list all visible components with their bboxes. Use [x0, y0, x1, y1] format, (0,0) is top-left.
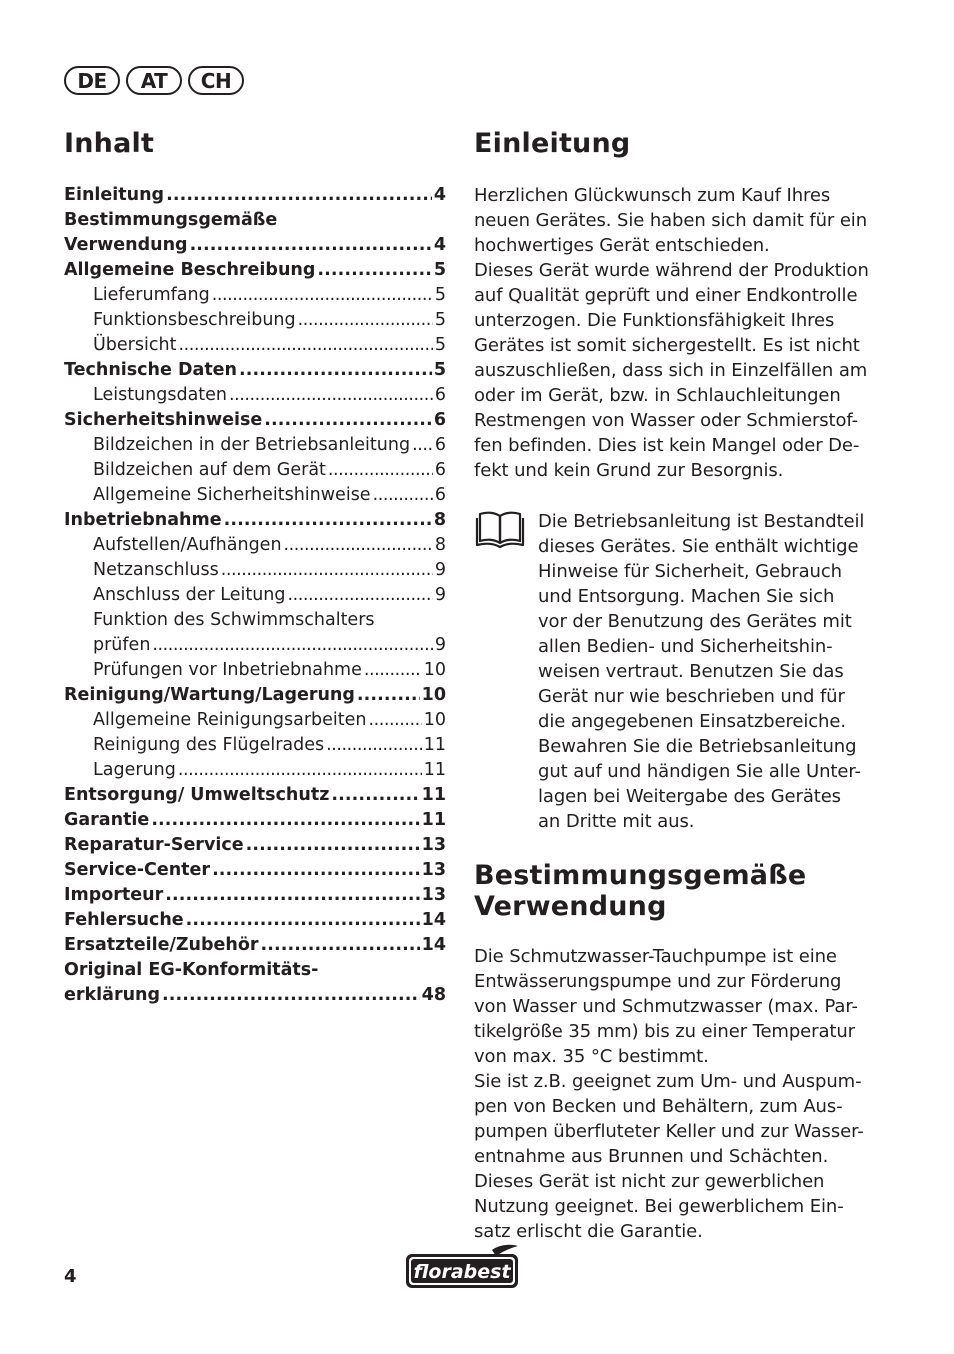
toc-item-label: Funktion des Schwimmschalters	[93, 610, 375, 630]
toc-item[interactable]	[64, 658, 446, 683]
toc-leader-dots	[369, 708, 422, 733]
manual-notice	[474, 509, 874, 834]
toc-leader-dots	[328, 458, 433, 483]
toc-item-page: 10	[423, 710, 446, 730]
toc-leader-dots	[178, 333, 432, 358]
toc-leader-dots	[190, 233, 432, 258]
florabest-logo	[404, 1244, 520, 1290]
toc-leader-dots	[246, 833, 420, 858]
toc-item[interactable]	[64, 883, 446, 908]
toc-item-page: 6	[434, 435, 446, 455]
toc-item-label: Reinigung/Wartung/Lagerung	[64, 685, 355, 705]
toc-leader-dots	[264, 408, 432, 433]
toc-item[interactable]	[64, 608, 446, 633]
toc-item[interactable]	[64, 708, 446, 733]
toc-item[interactable]	[64, 333, 446, 358]
toc-item-page: 5	[434, 310, 446, 330]
toc-leader-dots	[317, 258, 431, 283]
toc-title: Inhalt	[64, 128, 155, 159]
toc-item[interactable]	[64, 683, 446, 708]
einleitung-text	[474, 183, 874, 483]
text-line: von max. 35 °C bestimmt.	[474, 1046, 709, 1067]
toc-item-page: 8	[433, 510, 446, 530]
toc-leader-dots	[186, 908, 420, 933]
toc-leader-dots	[326, 733, 422, 758]
toc-item[interactable]	[64, 758, 446, 783]
text-line: Hinweise für Sicherheit, Gebrauch	[538, 561, 842, 582]
text-line: die angegebenen Einsatzbereiche.	[538, 711, 846, 732]
toc-leader-dots	[261, 933, 420, 958]
toc-item[interactable]	[64, 483, 446, 508]
toc-item-label: erklärung	[64, 985, 161, 1005]
table-of-contents	[64, 128, 446, 1008]
logo-text: florabest	[413, 1261, 511, 1283]
toc-item-page: 11	[423, 735, 446, 755]
toc-item[interactable]	[64, 258, 446, 283]
toc-item-label: Einleitung	[64, 185, 165, 205]
toc-item-page: 6	[434, 460, 446, 480]
toc-item[interactable]	[64, 433, 446, 458]
text-line: Dieses Gerät ist nicht zur gewerblichen	[474, 1171, 825, 1192]
book-icon	[474, 509, 526, 549]
text-line: dieses Gerätes. Sie enthält wichtige	[538, 536, 859, 557]
text-line: Dieses Gerät wurde während der Produktion	[474, 260, 869, 281]
toc-item-page: 13	[421, 835, 446, 855]
toc-item-page: 11	[423, 760, 446, 780]
toc-item-label: Funktionsbeschreibung	[93, 310, 296, 330]
toc-leader-dots	[178, 758, 422, 783]
toc-leader-dots	[221, 558, 433, 583]
text-line: fen befinden. Dies ist kein Mangel oder De-	[474, 435, 860, 456]
toc-leader-dots	[364, 658, 422, 683]
toc-item-label: Ersatzteile/Zubehör	[64, 935, 259, 955]
toc-item-page: 4	[433, 185, 446, 205]
text-line: Restmengen von Wasser oder Schmierstof-	[474, 410, 859, 431]
toc-item-label: Aufstellen/Aufhängen	[93, 535, 282, 555]
text-line: pumpen überfluteter Keller und zur Wasser-	[474, 1121, 864, 1142]
toc-item-page: 5	[433, 260, 446, 280]
toc-item-label: Fehlersuche	[64, 910, 184, 930]
toc-item[interactable]	[64, 858, 446, 883]
toc-item-page: 5	[434, 335, 446, 355]
toc-item-label: Sicherheitshinweise	[64, 410, 263, 430]
toc-item[interactable]	[64, 183, 446, 208]
toc-item[interactable]	[64, 383, 446, 408]
toc-item[interactable]	[64, 533, 446, 558]
toc-item[interactable]	[64, 358, 446, 383]
toc-item-page: 48	[421, 985, 446, 1005]
text-line: Herzlichen Glückwunsch zum Kauf Ihres	[474, 185, 831, 206]
toc-item[interactable]	[64, 783, 446, 808]
toc-item-label: Technische Daten	[64, 360, 238, 380]
toc-item-label: Allgemeine Beschreibung	[64, 260, 316, 280]
einleitung-section	[474, 128, 874, 834]
toc-leader-dots	[229, 383, 433, 408]
toc-leader-dots	[239, 358, 432, 383]
toc-item-label: Allgemeine Sicherheitshinweise	[93, 485, 371, 505]
toc-item-page: 9	[434, 585, 446, 605]
text-line: Gerätes ist somit sichergestellt. Es ist nicht	[474, 335, 860, 356]
text-line: neuen Gerätes. Sie haben sich damit für ein	[474, 210, 868, 231]
toc-item-page: 5	[434, 285, 446, 305]
toc-item-label: Lieferumfang	[93, 285, 210, 305]
toc-leader-dots	[331, 783, 419, 808]
toc-item-page: 8	[434, 535, 446, 555]
toc-item-label: Inbetriebnahme	[64, 510, 222, 530]
toc-item[interactable]	[64, 983, 446, 1008]
verwendung-text	[474, 944, 874, 1244]
toc-leader-dots	[212, 283, 433, 308]
page-number: 4	[64, 1266, 77, 1287]
toc-item[interactable]	[64, 733, 446, 758]
toc-item-page: 13	[421, 860, 446, 880]
text-line: Gerät nur wie beschrieben und für	[538, 686, 845, 707]
text-line: an Dritte mit aus.	[538, 811, 695, 832]
text-line: Die Betriebsanleitung ist Bestandteil	[538, 511, 865, 532]
toc-item-page: 11	[421, 810, 446, 830]
toc-leader-dots	[162, 983, 420, 1008]
language-badge-ch: CH	[188, 66, 244, 95]
toc-item-page: 6	[433, 410, 446, 430]
toc-item[interactable]	[64, 958, 446, 983]
toc-item[interactable]	[64, 908, 446, 933]
text-line: fekt und kein Grund zur Besorgnis.	[474, 460, 784, 481]
toc-leader-dots	[357, 683, 420, 708]
text-line: lagen bei Weitergabe des Gerätes	[538, 786, 841, 807]
toc-item[interactable]	[64, 808, 446, 833]
text-line: oder im Gerät, bzw. in Schlauchleitungen	[474, 385, 841, 406]
language-badges	[64, 66, 244, 95]
text-line: Entwässerungspumpe und zur Förderung	[474, 971, 842, 992]
text-line: von Wasser und Schmutzwasser (max. Par-	[474, 996, 858, 1017]
text-line: hochwertiges Gerät entschieden.	[474, 235, 770, 256]
toc-item-label: Leistungsdaten	[93, 385, 228, 405]
text-line: pen von Becken und Behältern, zum Aus-	[474, 1096, 843, 1117]
toc-item-label: Anschluss der Leitung	[93, 585, 286, 605]
toc-item-page: 5	[433, 360, 446, 380]
toc-item-label: prüfen	[93, 635, 151, 655]
toc-item-page: 10	[423, 660, 446, 680]
text-line: auszuschließen, dass sich in Einzelfällen am	[474, 360, 868, 381]
toc-item[interactable]	[64, 408, 446, 433]
toc-leader-dots	[288, 583, 433, 608]
text-line: Bewahren Sie die Betriebsanleitung	[538, 736, 857, 757]
toc-item-page: 4	[433, 235, 446, 255]
toc-item-label: Lagerung	[93, 760, 176, 780]
toc-item[interactable]	[64, 633, 446, 658]
toc-item-page: 6	[434, 385, 446, 405]
toc-item[interactable]	[64, 458, 446, 483]
text-line: allen Bedien- und Sicherheitshin-	[538, 636, 833, 657]
language-badge-at: AT	[126, 66, 182, 95]
toc-item-label: Original EG-Konformitäts-	[64, 960, 319, 980]
toc-item-label: Netzanschluss	[93, 560, 219, 580]
toc-item-page: 11	[421, 785, 446, 805]
einleitung-heading: Einleitung	[474, 128, 631, 159]
text-line: unterzogen. Die Funktionsfähigkeit Ihres	[474, 310, 835, 331]
text-line: auf Qualität geprüft und einer Endkontrolle	[474, 285, 858, 306]
toc-item-label: Garantie	[64, 810, 150, 830]
toc-item-label: Bildzeichen in der Betriebsanleitung	[93, 435, 411, 455]
toc-item-page: 13	[421, 885, 446, 905]
language-badge-de: DE	[64, 66, 120, 95]
toc-item-label: Übersicht	[93, 335, 177, 355]
toc-item[interactable]	[64, 583, 446, 608]
toc-item-label: Reparatur-Service	[64, 835, 244, 855]
toc-leader-dots	[284, 533, 433, 558]
toc-item[interactable]	[64, 283, 446, 308]
toc-item-label: Service-Center	[64, 860, 211, 880]
verwendung-section	[474, 860, 874, 1244]
toc-item[interactable]	[64, 833, 446, 858]
text-line: und Entsorgung. Machen Sie sich	[538, 586, 835, 607]
text-line: tikelgröße 35 mm) bis zu einer Temperatur	[474, 1021, 855, 1042]
toc-leader-dots	[165, 883, 419, 908]
toc-list	[64, 183, 446, 1008]
toc-leader-dots	[373, 483, 433, 508]
toc-item-label: Allgemeine Reinigungsarbeiten	[93, 710, 367, 730]
text-line: entnahme aus Brunnen und Schächten.	[474, 1146, 829, 1167]
text-line: Die Schmutzwasser-Tauchpumpe ist eine	[474, 946, 837, 967]
toc-leader-dots	[166, 183, 432, 208]
toc-item[interactable]	[64, 933, 446, 958]
toc-item[interactable]	[64, 208, 446, 233]
toc-item[interactable]	[64, 308, 446, 333]
toc-leader-dots	[151, 808, 419, 833]
text-line: weisen vertraut. Benutzen Sie das	[538, 661, 844, 682]
toc-item-label: Importeur	[64, 885, 164, 905]
toc-item-label: Reinigung des Flügelrades	[93, 735, 325, 755]
text-line: Nutzung geeignet. Bei gewerblichem Ein-	[474, 1196, 844, 1217]
text-line: gut auf und händigen Sie alle Unter-	[538, 761, 861, 782]
toc-item-page: 10	[421, 685, 446, 705]
toc-item-label: Bestimmungsgemäße	[64, 210, 278, 230]
toc-item[interactable]	[64, 233, 446, 258]
toc-item-page: 14	[421, 935, 446, 955]
toc-leader-dots	[298, 308, 433, 333]
toc-item-page: 9	[434, 560, 446, 580]
toc-item[interactable]	[64, 508, 446, 533]
toc-leader-dots	[412, 433, 433, 458]
toc-leader-dots	[212, 858, 420, 883]
notice-text	[538, 509, 864, 834]
text-line: satz erlischt die Garantie.	[474, 1221, 703, 1242]
verwendung-heading-line2: Verwendung	[474, 891, 667, 922]
toc-item-label: Entsorgung/ Umweltschutz	[64, 785, 330, 805]
toc-item-label: Bildzeichen auf dem Gerät	[93, 460, 326, 480]
toc-item-page: 9	[434, 635, 446, 655]
toc-item-label: Verwendung	[64, 235, 188, 255]
toc-item-page: 6	[434, 485, 446, 505]
toc-leader-dots	[152, 633, 432, 658]
text-line: Sie ist z.B. geeignet zum Um- und Auspum-	[474, 1071, 862, 1092]
verwendung-heading	[474, 860, 874, 922]
right-column	[474, 128, 874, 1244]
toc-leader-dots	[224, 508, 432, 533]
toc-item-page: 14	[421, 910, 446, 930]
verwendung-heading-line1: Bestimmungsgemäße	[474, 860, 807, 891]
toc-item-label: Prüfungen vor Inbetriebnahme	[93, 660, 362, 680]
toc-item[interactable]	[64, 558, 446, 583]
text-line: vor der Benutzung des Gerätes mit	[538, 611, 852, 632]
